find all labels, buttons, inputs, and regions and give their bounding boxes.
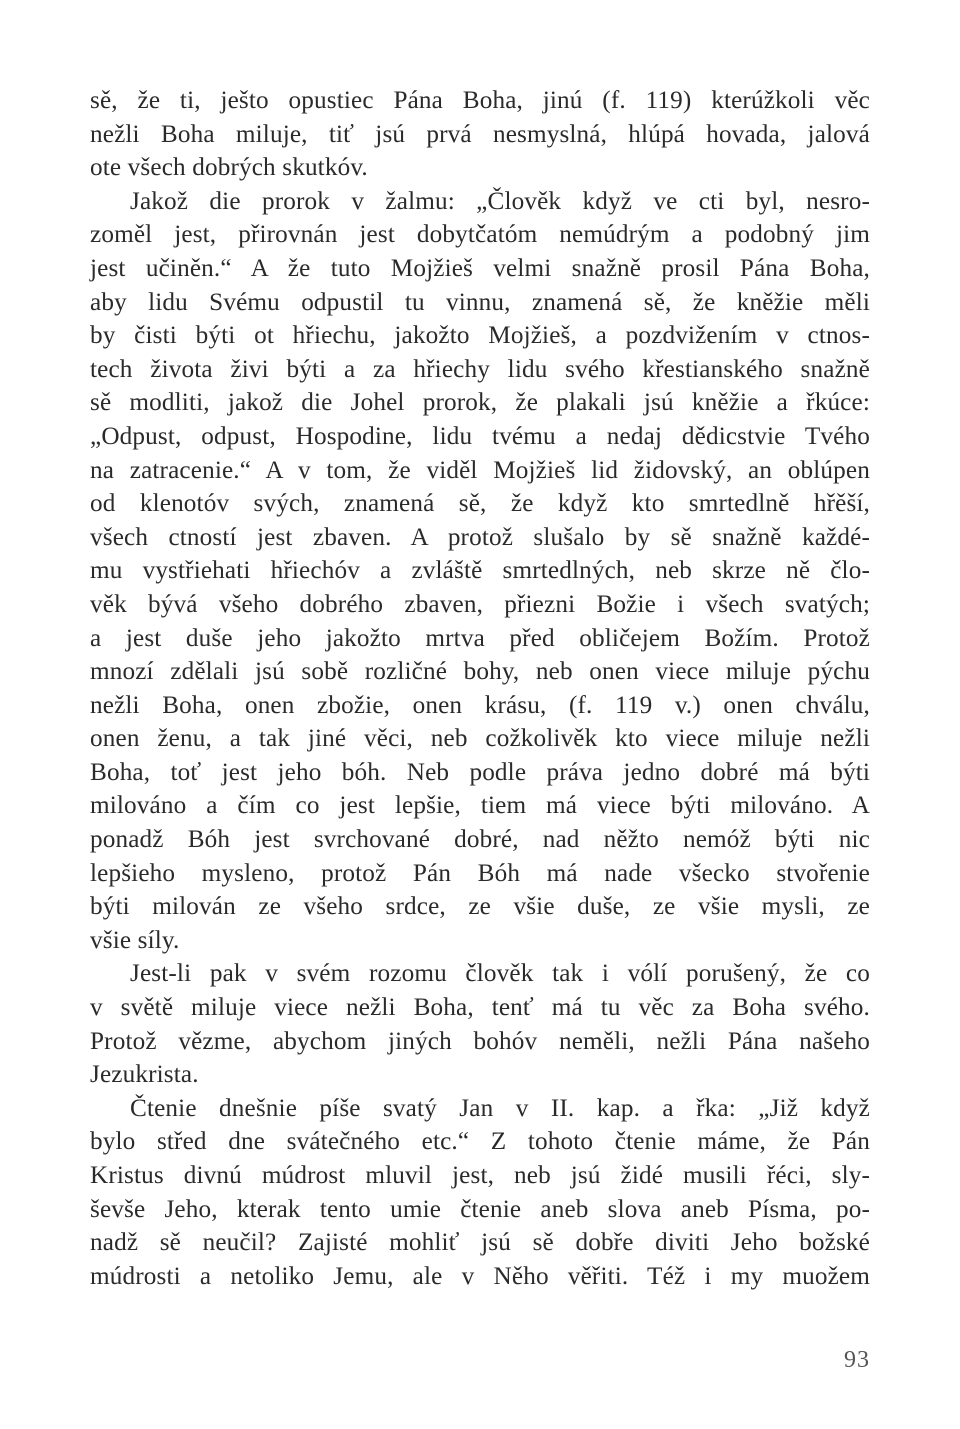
text-line: sě, že ti, ješto opustiec Pána Boha, jinú (f. 119) kterúžkoli věc — [90, 87, 870, 114]
text-line: všie síly. — [90, 926, 180, 954]
text-line: všech ctností jest zbaven. A protož slušalo by sě snažně každé- — [90, 523, 870, 551]
text-line: nadž sě neučil? Zajisté mohliť jsú sě dobře diviti Jeho božské — [90, 1229, 870, 1257]
text-line: nežli Boha miluje, tiť jsú prvá nesmyslná, hlúpá hovada, jalová — [90, 120, 870, 148]
text-line: Jest-li pak v svém rozomu člověk tak i vólí porušený, že co — [130, 960, 870, 988]
text-line: na zatracenie.“ A v tom, že viděl Mojžieš lid židovský, an oblúpen — [90, 456, 870, 484]
text-line: bylo střed dne svátečného etc.“ Z tohoto čtenie máme, že Pán — [90, 1128, 870, 1156]
text-line: a jest duše jeho jakožto mrtva před obličejem Božím. Protož — [90, 624, 870, 652]
text-line: sě modliti, jakož die Johel prorok, že plakali jsú kněžie a řkúce: — [90, 389, 870, 417]
text-line: mnozí zdělali jsú sobě rozličné bohy, neb onen viece miluje pýchu — [90, 658, 870, 686]
text-line: od klenotóv svých, znamená sě, že když kto smrtedlně hřěší, — [90, 490, 870, 518]
text-line: v světě miluje viece nežli Boha, tenť má tu věc za Boha svého. — [90, 994, 870, 1022]
text-line: múdrosti a netoliko Jemu, ale v Něho věřiti. Též i my muožem — [90, 1262, 870, 1290]
text-line: „Odpust, odpust, Hospodine, lidu tvému a nedaj dědicstvie Tvého — [90, 422, 870, 450]
text-line: by čisti býti ot hřiechu, jakožto Mojžieš, a pozdvižením v ctnos- — [90, 322, 870, 350]
text-line: lepšieho mysleno, protož Pán Bóh má nade všecko stvořenie — [90, 859, 870, 887]
text-line: Boha, toť jest jeho bóh. Neb podle práva jedno dobré má býti — [90, 758, 870, 786]
text-line: býti milován ze všeho srdce, ze všie duše, ze všie mysli, ze — [90, 893, 870, 921]
text-line: Protož vězme, abychom jiných bohóv neměli, nežli Pána našeho — [90, 1027, 870, 1055]
text-line: Kristus divnú múdrost mluvil jest, neb jsú židé musili řéci, sly- — [90, 1162, 870, 1189]
text-line: aby lidu Svému odpustil tu vinnu, znamená sě, že kněžie měli — [90, 288, 870, 316]
text-line: Jezukrista. — [90, 1061, 199, 1089]
text-line: onen ženu, a tak jiné věci, neb cožkolivěk kto viece miluje nežli — [90, 725, 870, 753]
text-line: mu vystřiehati hřiechóv a zvláště smrtedlných, neb skrze ně člo- — [90, 557, 870, 585]
text-line: ote všech dobrých skutkóv. — [90, 154, 368, 182]
text-line: milováno a čím co jest lepšie, tiem má viece býti milováno. A — [90, 792, 870, 820]
text-line: jest učiněn.“ A že tuto Mojžieš velmi snažně prosil Pána Boha, — [90, 254, 870, 282]
page-number: 93 — [844, 1347, 870, 1373]
text-line: Čtenie dnešnie píše svatý Jan v II. kap. a řka: „Již když — [130, 1094, 870, 1122]
text-line: Jakož die prorok v žalmu: „Člověk když ve cti byl, nesro- — [130, 187, 870, 215]
text-line: věk bývá všeho dobrého zbaven, přiezni Božie i všech svatých; — [90, 590, 870, 618]
text-line: zoměl jest, přirovnán jest dobytčatóm nemúdrým a podobný jim — [90, 221, 870, 249]
text-line: ponadž Bóh jest svrchované dobré, nad něžto nemóž býti nic — [90, 826, 870, 854]
text-line: ševše Jeho, kterak tento umie čtenie aneb slova aneb Písma, po- — [90, 1195, 870, 1223]
text-line: nežli Boha, onen zbožie, onen krásu, (f. 119 v.) onen chválu, — [90, 691, 870, 719]
body-text — [90, 84, 870, 1293]
text-line: tech života živi býti a za hřiechy lidu svého křestianského snažně — [90, 355, 870, 383]
